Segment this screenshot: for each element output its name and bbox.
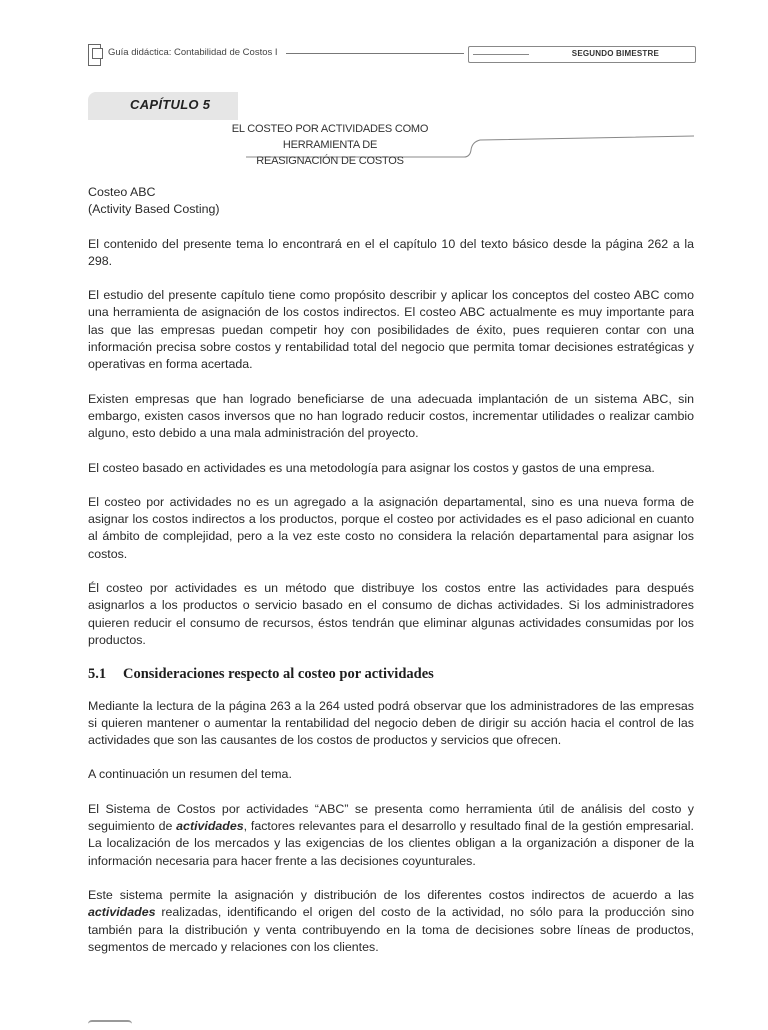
- main-content: [88, 184, 694, 973]
- chapter-title-line-2: REASIGNACIÓN DE COSTOS: [256, 155, 404, 167]
- section-number: 5.1: [88, 666, 107, 683]
- paragraph-text: Este sistema permite la asignación y distribución de los diferentes costos indirectos de acuerdo a las: [88, 887, 694, 902]
- chapter-tab: [88, 92, 238, 120]
- paragraph-text: realizadas, identificando el origen del costo de la actividad, no sólo para la producción sino también para la distribución y venta contribuyendo en la toma de decisiones sobre líneas de productos, segmentos de mercado y relaciones con los clientes.: [88, 905, 694, 954]
- paragraph: Él costeo por actividades es un método que distribuye los costos entre las actividades para después asignarlos a los productos o servicio basado en el consumo de dichas actividades. Si los administradores quieren reducir el consumo de recursos, éstos tendrán que eliminar algunas actividades consumidas por los productos.: [88, 581, 694, 647]
- chapter-title: [200, 121, 460, 169]
- paragraph: [88, 887, 694, 956]
- bimester-box: [468, 46, 696, 63]
- intro-block: [88, 184, 694, 219]
- paragraph: Existen empresas que han logrado beneficiarse de una adecuada implantación de un sistema ABC, sin embargo, existen casos inversos que no han logrado reducir costos, incrementar utilidades o realizar cambio alguno, esto debido a una mala administración del proyecto.: [88, 391, 694, 441]
- section-title: Consideraciones respecto al costeo por actividades: [123, 666, 434, 683]
- footer-tab: [88, 1020, 132, 1030]
- emphasis: actividades: [88, 905, 156, 920]
- chapter-label: CAPÍTULO 5: [130, 97, 211, 112]
- paragraph-text: El Sistema de Costos por actividades “ABC” se presenta como herramienta útil de análisis del costo y seguimiento de: [88, 801, 694, 834]
- header-rule: [286, 53, 464, 54]
- document-icon: [88, 44, 101, 66]
- paragraph: [88, 801, 694, 870]
- paragraph-text: , factores relevantes para el desarrollo y resultado final de la gestión empresarial. La localización de los mercados y las exigencias de los clientes obligan a la organización a disponer de la información necesaria para hacer frente a las decisiones coyunturales.: [88, 819, 694, 868]
- paragraph: A continuación un resumen del tema.: [88, 767, 292, 782]
- paragraph: El costeo basado en actividades es una metodología para asignar los costos y gastos de una empresa.: [88, 460, 655, 475]
- bimester-rule: [473, 54, 529, 55]
- paragraph: El costeo por actividades no es un agregado a la asignación departamental, sino es una nueva forma de asignar los costos indirectos a los productos, porque el costeo por actividades es el paso adicional en cuanto al ámbito de complejidad, pero a la vez este costo no considera la relación departamental para asignar los costos.: [88, 494, 694, 561]
- guide-title: Guía didáctica: Contabilidad de Costos I: [108, 47, 278, 58]
- page-header: [88, 44, 694, 66]
- intro-line-2: (Activity Based Costing): [88, 202, 220, 217]
- chapter-title-line-1: EL COSTEO POR ACTIVIDADES COMO HERRAMIENTA DE: [231, 123, 429, 151]
- emphasis: actividades: [176, 819, 244, 834]
- section-heading: [88, 666, 694, 683]
- paragraph: El contenido del presente tema lo encontrará en el el capítulo 10 del texto básico desde la página 262 a la 298.: [88, 236, 694, 268]
- paragraph: Mediante la lectura de la página 263 a la 264 usted podrá observar que los administradores de las empresas si quieren mantener o aumentar la rentabilidad del negocio deben de dirigir su acción hacia el control de las actividades que son las causantes de los costos de productos y servicios que ofrecen.: [88, 698, 694, 748]
- paragraph: El estudio del presente capítulo tiene como propósito describir y aplicar los conceptos del costeo ABC como una herramienta de asignación de los costos indirectos. El costeo ABC actualmente es muy importante para las que las empresas puedan competir hoy con posibilidades de éxito, pues requieren contar con una información precisa sobre costos y rentabilidad total del negocio que permita tomar decisiones estratégicas y operativas en forma acertada.: [88, 288, 694, 372]
- intro-line-1: Costeo ABC: [88, 185, 156, 199]
- bimester-label: SEGUNDO BIMESTRE: [571, 49, 659, 58]
